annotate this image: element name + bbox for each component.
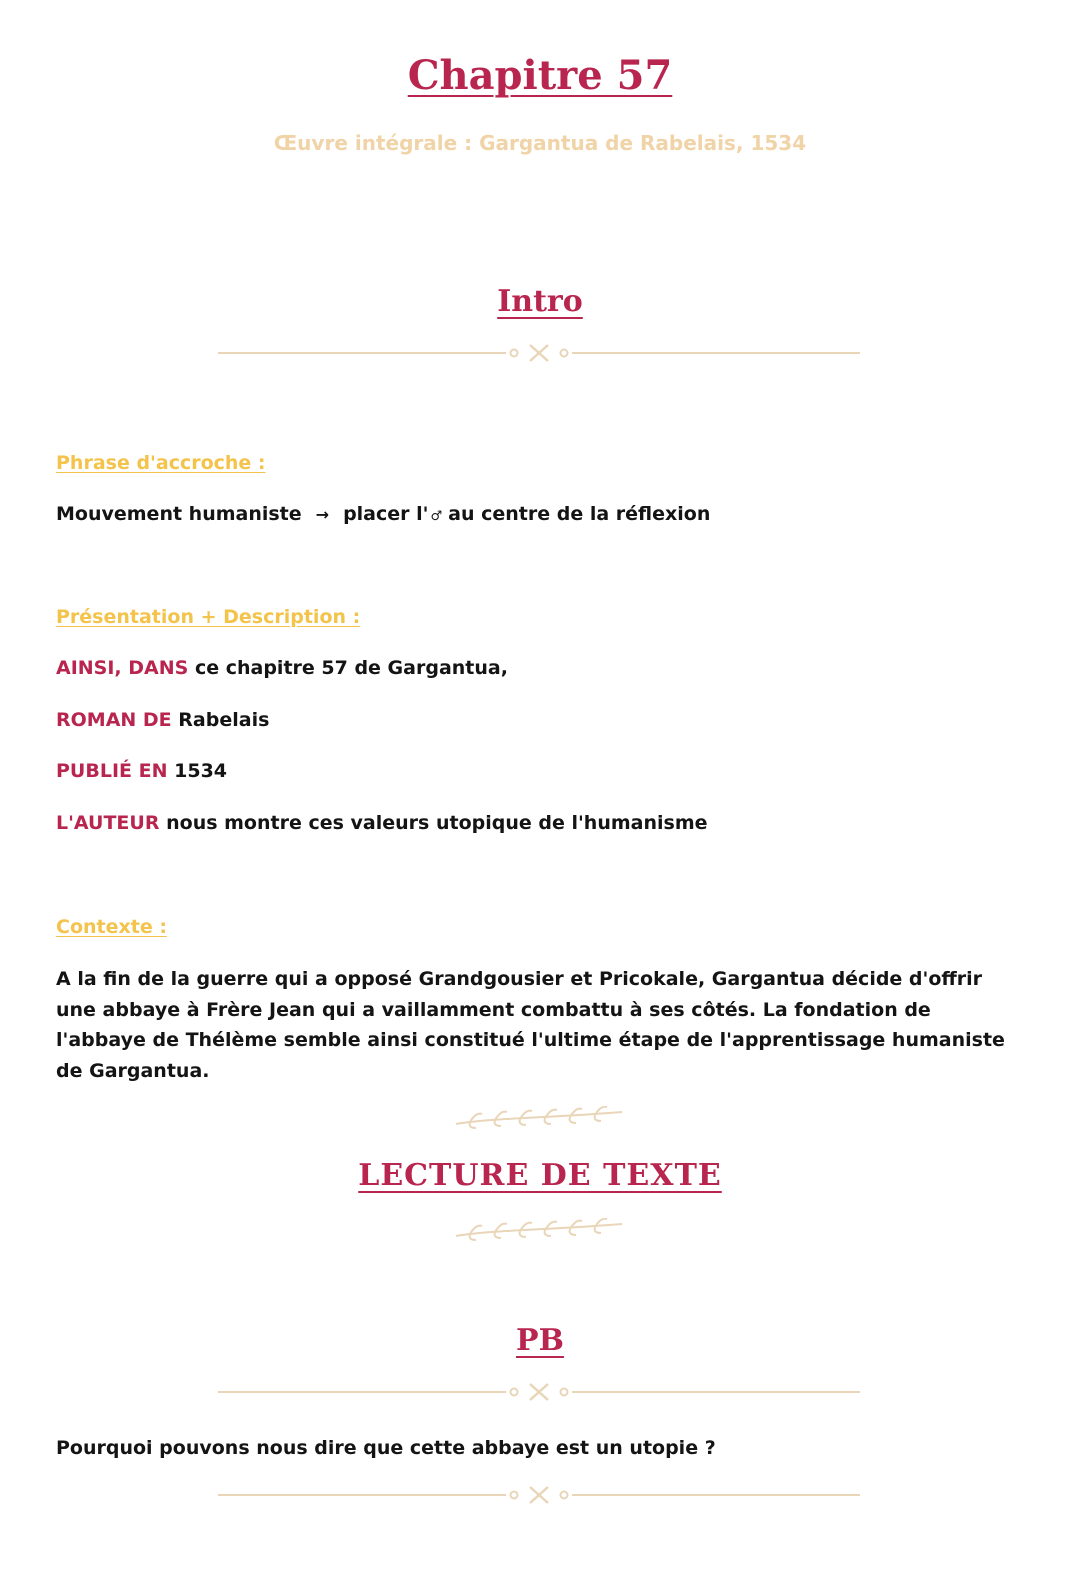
page-title: Chapitre 57 xyxy=(407,52,673,99)
hook-part1: Mouvement humaniste xyxy=(56,503,302,525)
keyword: L'AUTEUR xyxy=(56,812,160,834)
presentation-line xyxy=(56,709,269,731)
presentation-line xyxy=(56,760,227,782)
hook-label: Phrase d'accroche : xyxy=(56,452,266,474)
section-title-intro: Intro xyxy=(497,284,583,319)
presentation-line xyxy=(56,657,508,679)
problem-question: Pourquoi pouvons nous dire que cette abbaye est un utopie ? xyxy=(56,1437,716,1459)
hook-text xyxy=(56,503,710,525)
male-symbol-icon: ♂ xyxy=(430,509,443,524)
hook-part3: au centre de la réflexion xyxy=(448,503,711,525)
sprig-ornament xyxy=(450,1106,630,1130)
ornament-divider xyxy=(218,1382,860,1402)
keyword: AINSI, DANS xyxy=(56,657,189,679)
section-title-pb: PB xyxy=(516,1323,564,1358)
context-label: Contexte : xyxy=(56,916,167,938)
presentation-text: ce chapitre 57 de Gargantua, xyxy=(194,657,508,679)
keyword: PUBLIÉ EN xyxy=(56,760,168,782)
presentation-line xyxy=(56,812,708,834)
ornament-divider xyxy=(218,343,860,363)
page-subtitle: Œuvre intégrale : Gargantua de Rabelais, 1534 xyxy=(273,131,807,155)
sprig-ornament xyxy=(450,1218,630,1242)
context-paragraph: A la fin de la guerre qui a opposé Grandgousier et Pricokale, Gargantua décide d'offrir une abbaye à Frère Jean qui a vaillamment combattu à ses côtés. La fondation de l'abbaye de Thélème semble ainsi constitué l'ultime étape de l'apprentissage humaniste de Gargantua. xyxy=(56,968,1005,1082)
presentation-text: Rabelais xyxy=(178,709,270,731)
ornament-divider xyxy=(218,1485,860,1505)
section-title-lecture: LECTURE DE TEXTE xyxy=(358,1158,722,1193)
hook-part2: placer l' xyxy=(343,503,429,525)
arrow-icon: → xyxy=(315,505,330,524)
presentation-text: nous montre ces valeurs utopique de l'humanisme xyxy=(166,812,708,834)
presentation-label: Présentation + Description : xyxy=(56,606,361,628)
presentation-text: 1534 xyxy=(174,760,228,782)
keyword: ROMAN DE xyxy=(56,709,172,731)
